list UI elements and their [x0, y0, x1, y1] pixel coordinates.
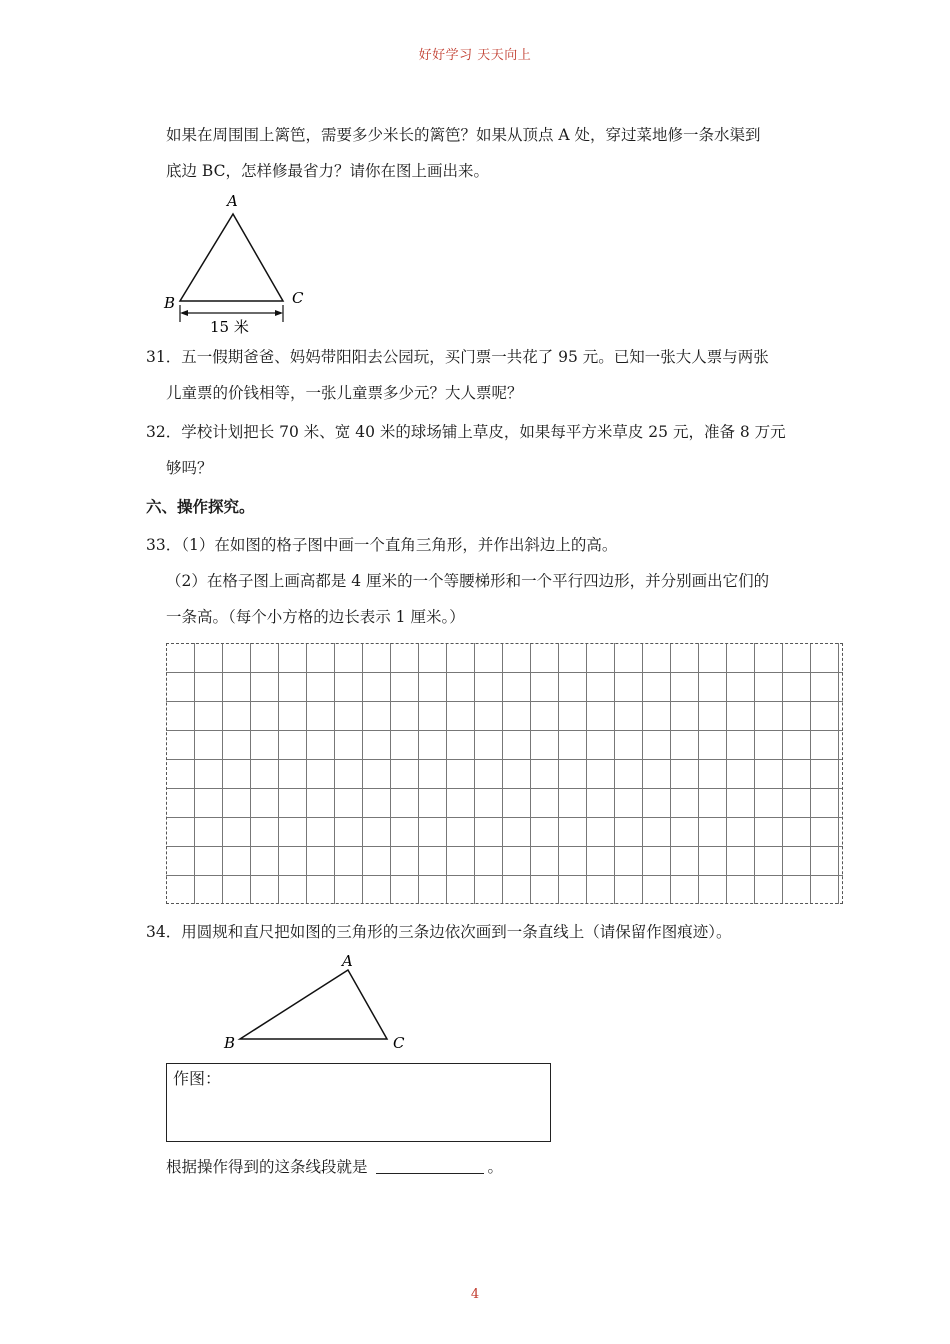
answer-suffix: 。: [487, 1158, 504, 1176]
vertex-b-label: B: [224, 1034, 236, 1052]
q34-answer-line: [166, 1156, 503, 1178]
q30-line2: 底边 BC，怎样修最省力？请你在图上画出来。: [166, 162, 489, 180]
triangle-abc-figure-q30: [160, 188, 320, 338]
q33-line2: （2）在格子图上画高都是 4 厘米的一个等腰梯形和一个平行四边形，并分别画出它们的: [166, 572, 770, 590]
q31-line2: 儿童票的价钱相等，一张儿童票多少元？大人票呢？: [166, 384, 523, 402]
base-length-label: 15 米: [210, 318, 249, 336]
vertex-c-label: C: [393, 1034, 405, 1052]
q33-line1: 33．（1）在如图的格子图中画一个直角三角形，并作出斜边上的高。: [146, 536, 618, 554]
q34-line1: 34．用圆规和直尺把如图的三角形的三条边依次画到一条直线上（请保留作图痕迹）。: [146, 923, 732, 941]
q32-line1: 32．学校计划把长 70 米、宽 40 米的球场铺上草皮，如果每平方米草皮 25 元，准备 8 万元: [146, 423, 786, 441]
vertex-a-label: A: [227, 192, 238, 210]
page-number: 4: [470, 1287, 480, 1302]
vertex-b-label: B: [164, 294, 176, 312]
triangle-abc-obtuse: [240, 970, 387, 1039]
dimension-arrow-left: [180, 310, 188, 316]
drawing-grid[interactable]: [166, 643, 843, 904]
q31-line1: 31．五一假期爸爸、妈妈带阳阳去公园玩，买门票一共花了 95 元。已知一张大人票与两张: [146, 348, 769, 366]
construction-box-label: 作图：: [173, 1069, 222, 1088]
triangle-abc-figure-q34: [218, 948, 418, 1058]
section-6-title: 六、操作探究。: [146, 497, 255, 516]
answer-prefix: 根据操作得到的这条线段就是: [166, 1158, 368, 1176]
q30-line1: 如果在周围围上篱笆，需要多少米长的篱笆？如果从顶点 A 处，穿过菜地修一条水渠到: [166, 126, 761, 144]
construction-box[interactable]: [166, 1063, 551, 1142]
vertex-c-label: C: [292, 289, 304, 307]
dimension-arrow-right: [275, 310, 283, 316]
page-header: 好好学习 天天向上: [418, 48, 532, 63]
q33-line3: 一条高。（每个小方格的边长表示 1 厘米。）: [166, 608, 465, 626]
triangle-abc: [180, 214, 283, 301]
q32-line2: 够吗？: [166, 459, 213, 477]
vertex-a-label: A: [342, 952, 353, 970]
answer-blank[interactable]: [376, 1157, 484, 1174]
